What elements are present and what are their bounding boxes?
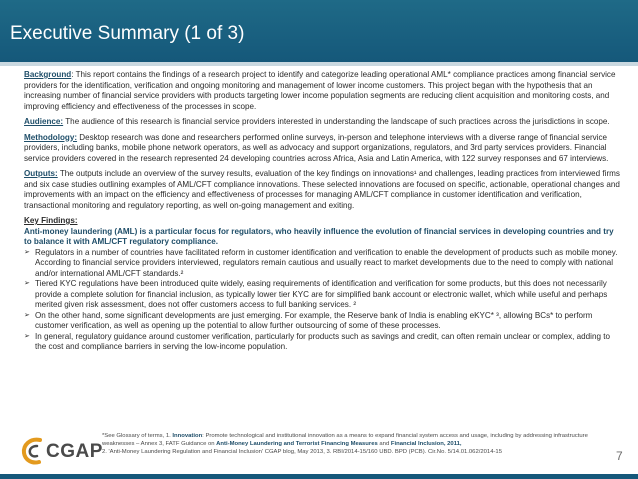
bullet-arrow-icon: ➢ <box>24 311 30 319</box>
audience-paragraph <box>24 117 620 128</box>
footnote-line-2: 2. 'Anti-Money Laundering Regulation and Financial Inclusion' CGAP blog, May 2013, 3. RBI/2014-15/160 UBD. BPD (PCB). Cir.No. 5/14.01.062/2014-15 <box>102 449 502 455</box>
finding-text: Tiered KYC regulations have been introduced quite widely, easing requirements of identification and verification for some products, but this does not necessarily provide a complete solution for financial inclusion, as typically lower tier KYC are for simplified bank account or electronic wallet, which while useful and perhaps merited given risk assessment, does not offer customers access to full banking services. ² <box>35 279 608 309</box>
footnote-bold: Financial Inclusion, 2011, <box>390 441 462 447</box>
outputs-paragraph <box>24 169 620 211</box>
background-label: Background <box>24 70 72 79</box>
bullet-arrow-icon: ➢ <box>24 332 30 340</box>
finding-bullet <box>24 248 620 280</box>
finding-bullet <box>24 279 620 311</box>
summary-body <box>24 70 620 353</box>
title-banner <box>0 0 638 62</box>
outputs-label: Outputs: <box>24 169 58 178</box>
footnotes <box>102 432 610 456</box>
finding-text: In general, regulatory guidance around customer verification, particularly for products such as savings and credit, can often remain unclear or complex, adding to the cost and compliance barriers in serving the low-income population. <box>35 331 610 351</box>
methodology-text: Desktop research was done and researchers performed online surveys, in-person and telephone interviews with a diverse range of financial service providers, including banks, mobile phone network operators, as well as advocacy and support organizations, regulators, and 3rd party services providers. Financial service providers covered in the research represented 24 developing countries across Africa, Asia and Latin America, with 122 survey responses and 67 interviews. <box>24 132 609 163</box>
bottom-bar <box>0 474 638 479</box>
finding-text: Regulators in a number of countries have facilitated reform in customer identification and verification to enable the development of products such as mobile money. According to financial service providers interviewed, regulators remain cautious and usually react to market developments due to the need to comply with national and/or international AML/CFT standards.² <box>35 247 618 278</box>
page-number: 7 <box>616 449 623 463</box>
methodology-label: Methodology: <box>24 132 78 142</box>
footnote-bold: Anti-Money Laundering and Terrorist Financing Measures <box>216 441 378 447</box>
audience-label: Audience: <box>24 117 64 126</box>
finding-text: On the other hand, some significant developments are just emerging. For example, the Reserve bank of India is enabling eKYC* ³, allowing BCs* to perform customer verification, as well as opening up the potential to allow further outsourcing of some of these processes. <box>35 310 593 330</box>
key-findings-section <box>24 216 620 353</box>
cgap-logo <box>20 436 103 466</box>
footnote-text: *See Glossary of terms, 1. <box>102 433 173 439</box>
bullet-arrow-icon: ➢ <box>24 248 30 256</box>
footnote-bold: Innovation <box>172 433 203 439</box>
background-text: : This report contains the findings of a research project to identify and categorize leading operational AML* compliance practices among financial service providers for the identification, verification and ongoing monitoring and management of lower income customers. This project began with the hypothesis that an increasing number of financial service providers with products targeting lower income population segments are reducing client acquisition and monitoring costs, and improving efficiency and effectiveness of the processes in scope. <box>24 70 616 111</box>
page-title: Executive Summary (1 of 3) <box>10 23 245 44</box>
logo-wordmark: CGAP <box>46 441 103 462</box>
footnote-text: : Promote technological and institutional innovation as a means to expand financial system access and usage, including by addressing infrastructure weaknesses – Annex 3, FATF Guidance on <box>102 433 588 447</box>
background-paragraph <box>24 70 620 112</box>
finding-bullet <box>24 311 620 332</box>
footnote-line-1 <box>102 432 610 448</box>
cgap-emblem-icon <box>20 436 46 466</box>
finding-bullet <box>24 332 620 353</box>
bullet-arrow-icon: ➢ <box>24 280 30 287</box>
methodology-paragraph <box>24 133 620 165</box>
banner-divider <box>0 62 638 66</box>
footnote-text: and <box>377 441 391 447</box>
audience-text: The audience of this research is financial service providers interested in understanding the landscape of such practices across the jurisdictions in scope. <box>63 117 610 126</box>
key-findings-label: Key Findings: <box>24 216 78 225</box>
key-findings-label-line <box>24 216 620 227</box>
key-findings-headline: Anti-money laundering (AML) is a particular focus for regulators, who heavily influence the evolution of financial services in developing countries and try to balance it with AML/CFT regulatory compliance. <box>24 226 614 246</box>
outputs-text: The outputs include an overview of the survey results, evaluation of the key findings on innovations¹ and challenges, leading practices from interviewed firms and six case studies outlining examples of AML/CFT compliance innovations. These selected innovations are focused on specific, actionable, operational changes and improvements with an impact on the efficiency and effectiveness of processes for managing AML/CFT compliance in customer identification and verification, transactional monitoring and regulatory reporting, as well on-going management and exiting. <box>24 169 620 210</box>
